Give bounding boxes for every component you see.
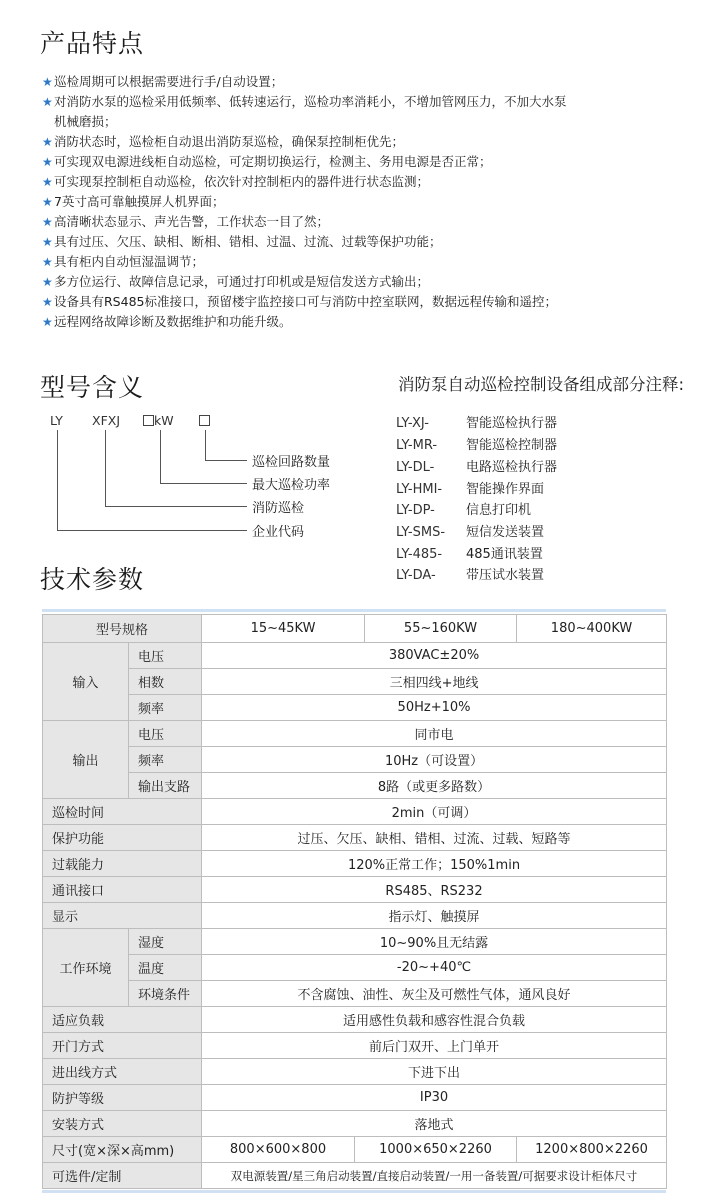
model-label-loops: 巡检回路数量	[252, 455, 331, 470]
list-item: ★ 可实现双电源进线柜自动巡检，可定期切换运行，检测主、务用电源是否正常；	[42, 152, 692, 172]
params-title: 技术参数	[40, 565, 145, 594]
table-cell: 输出	[43, 721, 129, 799]
table-row	[43, 903, 667, 929]
table-cell: 落地式	[202, 1111, 667, 1137]
table-cell: RS485、RS232	[202, 877, 667, 903]
table-cell: 巡检时间	[43, 799, 202, 825]
table-row	[43, 955, 667, 981]
list-item: ★ 设备具有RS485标准接口，预留楼宇监控接口可与消防中控室联网，数据远程传输和遥控；	[42, 292, 692, 312]
table-cell: 输出支路	[129, 773, 202, 799]
table-cell: 三相四线+地线	[202, 669, 667, 695]
table-row	[43, 1163, 667, 1189]
table-cell: 开门方式	[43, 1033, 202, 1059]
table-cell: 120%正常工作；150%1min	[202, 851, 667, 877]
table-row	[43, 643, 667, 669]
table-row	[43, 695, 667, 721]
star-icon: ★	[42, 175, 53, 189]
table-cell: 50Hz+10%	[202, 695, 667, 721]
list-item: ★ 高清晰状态显示、声光告警，工作状态一目了然；	[42, 212, 692, 232]
list-item: ★ 7英寸高可靠触摸屏人机界面；	[42, 192, 692, 212]
table-cell: 180~400KW	[517, 615, 667, 643]
table-row	[43, 1085, 667, 1111]
component-item: LY-485- 485通讯装置	[396, 547, 543, 562]
list-item: ★ 多方位运行、故障信息记录，可通过打印机或是短信发送方式输出；	[42, 272, 692, 292]
star-icon: ★	[42, 295, 53, 309]
list-item: ★ 具有过压、欠压、缺相、断相、错相、过温、过流、过载等保护功能；	[42, 232, 692, 252]
table-cell: 2min（可调）	[202, 799, 667, 825]
component-item: LY-DL- 电路巡检执行器	[396, 460, 558, 475]
table-cell: 10Hz（可设置）	[202, 747, 667, 773]
connector-line	[160, 430, 161, 483]
star-icon: ★	[42, 275, 53, 289]
table-cell: 通讯接口	[43, 877, 202, 903]
table-row	[43, 981, 667, 1007]
table-cell: 过压、欠压、缺相、错相、过流、过载、短路等	[202, 825, 667, 851]
table-cell: 频率	[129, 747, 202, 773]
table-cell: -20~+40℃	[202, 955, 667, 981]
table-cell: 湿度	[129, 929, 202, 955]
table-row	[43, 1007, 667, 1033]
table-cell: 前后门双开、上门单开	[202, 1033, 667, 1059]
table-cell: 双电源装置/星三角启动装置/直接启动装置/一用一备装置/可据要求设计柜体尺寸	[202, 1163, 667, 1189]
connector-line	[105, 430, 106, 506]
component-item: LY-XJ- 智能巡检执行器	[396, 416, 558, 431]
table-row	[43, 1059, 667, 1085]
table-cell: 电压	[129, 643, 202, 669]
table-cell: 型号规格	[43, 615, 202, 643]
table-cell: 保护功能	[43, 825, 202, 851]
star-icon: ★	[42, 255, 53, 269]
component-item: LY-HMI- 智能操作界面	[396, 482, 545, 497]
features-title: 产品特点	[40, 29, 145, 58]
model-code-count	[199, 413, 210, 428]
table-cell: IP30	[202, 1085, 667, 1111]
params-table	[42, 614, 667, 1189]
table-row	[43, 747, 667, 773]
model-label-type: 消防巡检	[252, 501, 305, 516]
model-title: 型号含义	[40, 373, 145, 402]
table-cell: 8路（或更多路数）	[202, 773, 667, 799]
model-code-kw: kW	[143, 413, 174, 428]
table-cell: 适用感性负载和感容性混合负载	[202, 1007, 667, 1033]
connector-line	[205, 430, 206, 460]
model-label-company: 企业代码	[252, 525, 305, 540]
star-icon: ★	[42, 155, 53, 169]
table-row	[43, 721, 667, 747]
table-cell: 不含腐蚀、油性、灰尘及可燃性气体，通风良好	[202, 981, 667, 1007]
table-cell: 安装方式	[43, 1111, 202, 1137]
component-item: LY-SMS- 短信发送装置	[396, 525, 545, 540]
table-cell: 工作环境	[43, 929, 129, 1007]
connector-line	[205, 460, 247, 461]
list-item: ★ 对消防水泵的巡检采用低频率、低转速运行，巡检功率消耗小，不增加管网压力，不加大水泵	[42, 92, 692, 112]
star-icon: ★	[42, 215, 53, 229]
table-row	[43, 877, 667, 903]
table-cell: 380VAC±20%	[202, 643, 667, 669]
table-row	[43, 851, 667, 877]
list-item: ★ 具有柜内自动恒湿温调节；	[42, 252, 692, 272]
star-icon: ★	[42, 195, 53, 209]
list-item: ★ 可实现泵控制柜自动巡检，依次针对控制柜内的器件进行状态监测；	[42, 172, 692, 192]
placeholder-box-icon	[143, 415, 154, 426]
list-item: ★ 远程网络故障诊断及数据维护和功能升级。	[42, 312, 692, 332]
table-row	[43, 669, 667, 695]
table-top-rule	[42, 609, 666, 612]
table-bottom-rule	[42, 1190, 666, 1193]
list-item: ★ 巡检周期可以根据需要进行手/自动设置；	[42, 72, 692, 92]
star-icon: ★	[42, 75, 53, 89]
table-cell: 显示	[43, 903, 202, 929]
table-cell: 尺寸(宽×深×高mm)	[43, 1137, 202, 1163]
table-cell: 电压	[129, 721, 202, 747]
model-label-power: 最大巡检功率	[252, 478, 331, 493]
table-row	[43, 929, 667, 955]
table-row	[43, 799, 667, 825]
table-cell: 10~90%且无结露	[202, 929, 667, 955]
component-item: LY-MR- 智能巡检控制器	[396, 438, 558, 453]
features-list	[42, 72, 692, 332]
table-cell: 过载能力	[43, 851, 202, 877]
components-title: 消防泵自动巡检控制设备组成部分注释:	[398, 375, 685, 394]
component-item: LY-DA- 带压试水装置	[396, 568, 545, 583]
table-cell: 15~45KW	[202, 615, 365, 643]
connector-line	[105, 506, 247, 507]
table-cell: 适应负载	[43, 1007, 202, 1033]
component-item: LY-DP- 信息打印机	[396, 503, 532, 518]
table-cell: 同市电	[202, 721, 667, 747]
table-cell: 下进下出	[202, 1059, 667, 1085]
star-icon: ★	[42, 235, 53, 249]
table-cell: 55~160KW	[365, 615, 517, 643]
table-cell: 温度	[129, 955, 202, 981]
table-cell: 进出线方式	[43, 1059, 202, 1085]
table-cell: 相数	[129, 669, 202, 695]
model-code-ly: LY	[50, 413, 63, 428]
table-row	[43, 615, 667, 643]
list-item-continued: 机械磨损；	[54, 114, 117, 129]
table-cell: 频率	[129, 695, 202, 721]
star-icon: ★	[42, 95, 53, 109]
table-cell: 可选件/定制	[43, 1163, 202, 1189]
table-row	[43, 1111, 667, 1137]
connector-line	[57, 430, 58, 530]
list-item: ★ 消防状态时，巡检柜自动退出消防泵巡检，确保泵控制柜优先；	[42, 132, 692, 152]
table-cell: 1000×650×2260	[355, 1137, 517, 1163]
table-row	[43, 1033, 667, 1059]
connector-line	[160, 483, 247, 484]
table-row	[43, 773, 667, 799]
placeholder-box-icon	[199, 415, 210, 426]
table-row	[43, 1137, 667, 1163]
star-icon: ★	[42, 135, 53, 149]
model-code-xfxj: XFXJ	[92, 413, 121, 428]
table-cell: 防护等级	[43, 1085, 202, 1111]
table-cell: 指示灯、触摸屏	[202, 903, 667, 929]
star-icon: ★	[42, 315, 53, 329]
table-cell: 800×600×800	[202, 1137, 355, 1163]
table-row	[43, 825, 667, 851]
table-cell: 环境条件	[129, 981, 202, 1007]
table-cell: 输入	[43, 643, 129, 721]
table-cell: 1200×800×2260	[517, 1137, 667, 1163]
connector-line	[57, 530, 247, 531]
